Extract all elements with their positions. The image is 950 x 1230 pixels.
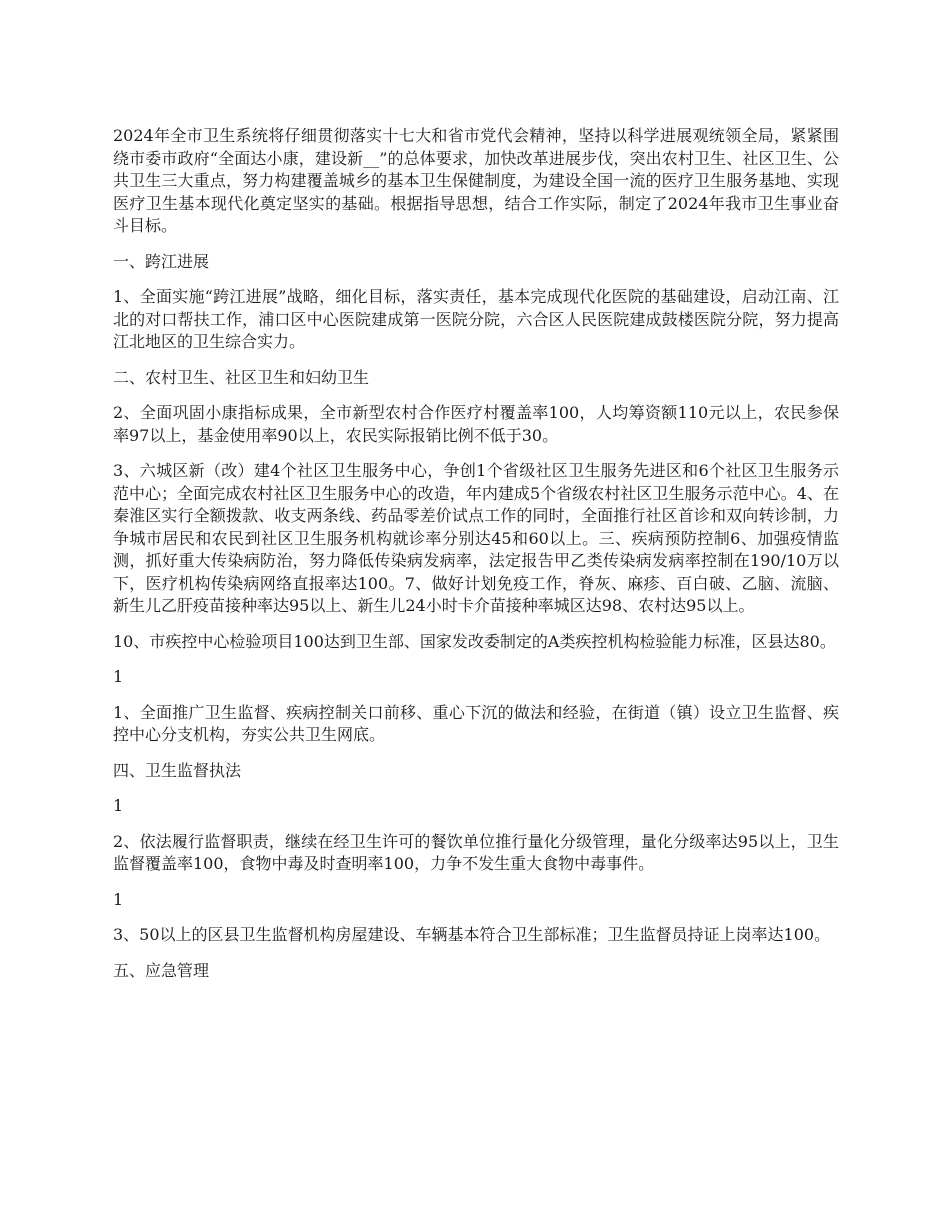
intro-paragraph: 2024年全市卫生系统将仔细贯彻落实十七大和省市党代会精神，坚持以科学进展观统领全局，紧紧围绕市委市政府“全面达小康，建设新__”的总体要求，加快改革进展步伐，突出农村卫生、社区卫生、公共卫生三大重点，努力构建覆盖城乡的基本卫生保健制度，为建设全国一流的医疗卫生服务基地、实现医疗卫生基本现代化奠定坚实的基础。根据指导思想，结合工作实际，制定了2024年我市卫生事业奋斗目标。 bbox=[113, 126, 839, 235]
paragraph-item: 10、市疾控中心检验项目100达到卫生部、国家发改委制定的A类疾控机构检验能力标准，区县达80。 bbox=[113, 631, 836, 651]
paragraph-item: 3、六城区新（改）建4个社区卫生服务中心，争创1个省级社区卫生服务先进区和6个社区卫生服务示范中心；全面完成农村社区卫生服务中心的改造，年内建成5个省级农村社区卫生服务示范中心。4、在秦淮区实行全额拨款、收支两条线、药品零差价试点工作的同时，全面推行社区首诊和双向转诊制，力争城市居民和农民到社区卫生服务机构就诊率分别达45和60以上。三、疾病预防控制6、加强疫情监测，抓好重大传染病防治，努力降低传染病发病率，法定报告甲乙类传染病发病率控制在190/10万以下，医疗机构传染病网络直报率达100。7、做好计划免疫工作，脊灰、麻疹、百白破、乙脑、流脑、新生儿乙肝疫苗接种率达95以上、新生儿24小时卡介苗接种率城区达98、农村达95以上。 bbox=[113, 461, 839, 615]
paragraph-item: 1、全面实施“跨江进展”战略，细化目标，落实责任，基本完成现代化医院的基础建设，启动江南、江北的对口帮扶工作，浦口区中心医院建成第一医院分院，六合区人民医院建成鼓楼医院分院，努力提高江北地区的卫生综合实力。 bbox=[113, 287, 839, 351]
paragraph-number: 1 bbox=[113, 667, 124, 686]
section-heading-2: 二、农村卫生、社区卫生和妇幼卫生 bbox=[113, 367, 370, 387]
section-heading-4: 四、卫生监督执法 bbox=[113, 760, 242, 780]
document-body bbox=[113, 125, 839, 995]
paragraph-item: 2、依法履行监督职责，继续在经卫生许可的餐饮单位推行量化分级管理，量化分级率达95以上，卫生监督覆盖率100，食物中毒及时查明率100，力争不发生重大食物中毒事件。 bbox=[113, 831, 839, 873]
section-heading-1: 一、跨江进展 bbox=[113, 251, 210, 271]
paragraph-number: 1 bbox=[113, 889, 124, 909]
paragraph-item: 1、全面推广卫生监督、疾病控制关口前移、重心下沉的做法和经验，在街道（镇）设立卫生监督、疾控中心分支机构，夯实公共卫生网底。 bbox=[113, 702, 839, 744]
paragraph-item: 2、全面巩固小康指标成果，全市新型农村合作医疗村覆盖率100，人均筹资额110元以上，农民参保率97以上，基金使用率90以上，农民实际报销比例不低于30。 bbox=[113, 403, 839, 445]
paragraph-number: 1 bbox=[113, 796, 124, 815]
paragraph-item: 3、50以上的区县卫生监督机构房屋建设、车辆基本符合卫生部标准；卫生监督员持证上岗率达100。 bbox=[113, 925, 831, 944]
section-heading-5: 五、应急管理 bbox=[113, 960, 210, 980]
